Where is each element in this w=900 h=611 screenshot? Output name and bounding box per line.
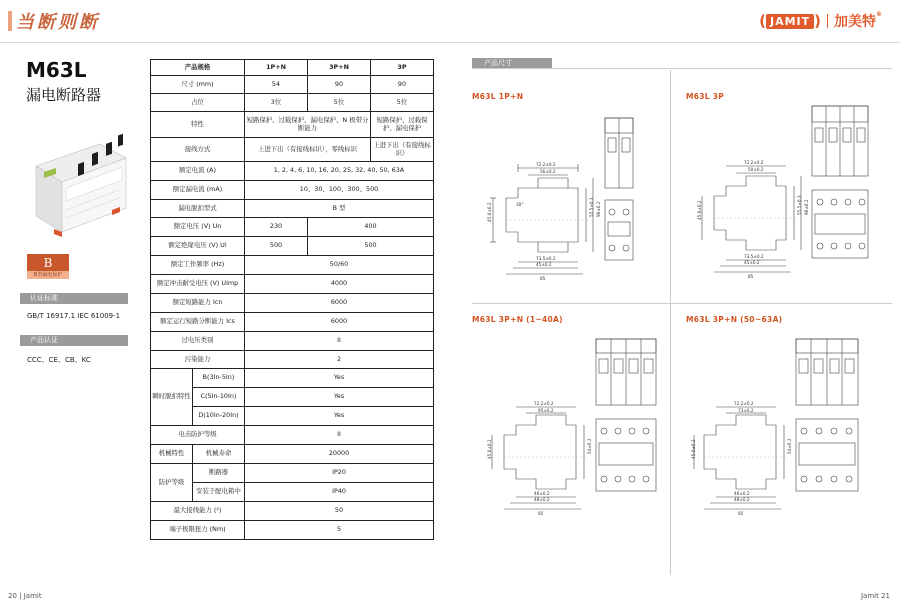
cell: II <box>245 426 434 445</box>
dim-label: 54±0.2 <box>587 438 592 454</box>
dim-label: 48±0.2 <box>734 497 750 502</box>
cell: Yes <box>245 369 434 388</box>
cell: IP20 <box>245 464 434 483</box>
dim-label: 73.5±0.2 <box>536 256 556 261</box>
sub-label: D(10In-20In) <box>193 407 245 426</box>
dim-label: 90±0.2 <box>596 201 601 217</box>
cell: 90 <box>308 76 371 94</box>
page-number-right: 21 <box>881 592 890 600</box>
row-label: 额定短路能力 Icn <box>151 294 245 313</box>
table-row <box>151 181 434 200</box>
slogan-accent-bar <box>8 11 12 31</box>
table-row <box>151 76 434 94</box>
row-label: 端子极限扭力 (Nm) <box>151 521 245 540</box>
dim-label: 55.5±0.3 <box>797 195 802 215</box>
row-label: 占位 <box>151 94 245 112</box>
cell: 4000 <box>245 275 434 294</box>
dim-label: 72.2±0.2 <box>536 162 556 167</box>
cell: 50/60 <box>245 256 434 275</box>
cell: 上进下出（有接线标识），零线标识 <box>245 138 371 162</box>
row-label: 额定绝缘电压 (V) Ui <box>151 237 245 256</box>
table-row <box>151 94 434 112</box>
dim-label: 45±0.2 <box>744 260 760 265</box>
quadrant-vertical-divider <box>670 70 671 575</box>
table-row <box>151 112 434 138</box>
dim-label: 45.0±0.2 <box>691 439 696 459</box>
table-header-row <box>151 60 434 76</box>
table-row <box>151 407 434 426</box>
page-number-left: 20 <box>8 592 17 600</box>
row-label: 额定漏电流 (mA) <box>151 181 245 200</box>
table-row <box>151 351 434 369</box>
row-label: 额定电流 (A) <box>151 162 245 181</box>
footer-brand-right: Jamit <box>860 592 879 600</box>
cell: 50 <box>245 502 434 521</box>
cell: 5位 <box>371 94 434 112</box>
row-label: 特性 <box>151 112 245 138</box>
table-row <box>151 200 434 218</box>
q1-label: M63L 1P+N <box>472 92 524 101</box>
cell: 5位 <box>308 94 371 112</box>
table-row <box>151 256 434 275</box>
row-label: 接线方式 <box>151 138 245 162</box>
dim-label: 56±0.2 <box>540 169 556 174</box>
dim-label: 54±0.2 <box>787 438 792 454</box>
cell: 1, 2, 4, 6, 10, 16, 20, 25, 32, 40, 50, 63A <box>245 162 434 181</box>
b-type-badge <box>27 254 69 279</box>
model-title: M63L <box>26 58 87 82</box>
cell: IP40 <box>245 483 434 502</box>
cell: 10、30、100、300、500 <box>245 181 434 200</box>
header-3pn: 3P+N <box>308 60 371 76</box>
badge-letter: B <box>27 254 69 271</box>
brand-logo <box>759 11 882 31</box>
q4-label: M63L 3P+N (50~63A) <box>686 315 783 324</box>
dim-label: 95±0.2 <box>538 408 554 413</box>
footer-brand-left: Jamit <box>23 592 42 600</box>
table-row <box>151 502 434 521</box>
row-label: 额定工作频率 (Hz) <box>151 256 245 275</box>
row-group-label: 机械特性 <box>151 445 193 464</box>
dim-label: 73±0.2 <box>738 408 754 413</box>
model-subtitle: 漏电断路器 <box>26 86 102 104</box>
dim-label: 45±0.2 <box>536 262 552 267</box>
cell: 500 <box>308 237 434 256</box>
q3-dimension-drawing <box>478 335 663 520</box>
row-label: 过电压类别 <box>151 332 245 351</box>
breaker-product-image <box>26 128 138 240</box>
q2-dimension-drawing <box>690 100 895 290</box>
table-row <box>151 218 434 237</box>
dim-label: 85 <box>540 276 546 281</box>
table-row <box>151 464 434 483</box>
q4-dimension-drawing <box>690 335 895 520</box>
sub-label: B(3In-5In) <box>193 369 245 388</box>
table-row <box>151 483 434 502</box>
cell: 3位 <box>245 94 308 112</box>
table-row <box>151 313 434 332</box>
dim-label: 46±0.2 <box>534 491 550 496</box>
q1-dimension-drawing <box>478 110 663 290</box>
sub-label: C(5In-10In) <box>193 388 245 407</box>
q2-label: M63L 3P <box>686 92 725 101</box>
spec-table <box>150 59 434 540</box>
sub-label: 安装于配电箱中 <box>193 483 245 502</box>
header-1pn: 1P+N <box>245 60 308 76</box>
row-group-label: 防护等级 <box>151 464 193 502</box>
q3-label: M63L 3P+N (1~40A) <box>472 315 563 324</box>
cert-standards: GB/T 16917.1 IEC 61009-1 <box>27 312 121 320</box>
dim-label: 30° <box>516 202 524 207</box>
sub-label: 断路器 <box>193 464 245 483</box>
table-row <box>151 332 434 351</box>
row-label: 尺寸 (mm) <box>151 76 245 94</box>
dimensions-section-label: 产品尺寸 <box>472 58 552 69</box>
approval-section-label: 产品认证 <box>20 335 128 346</box>
row-label: 污染能力 <box>151 351 245 369</box>
dim-label: 46±0.2 <box>734 491 750 496</box>
cell: 230 <box>245 218 308 237</box>
row-label: 额定冲击耐受电压 (V) Uimp <box>151 275 245 294</box>
dim-label: 72.2±0.2 <box>534 401 554 406</box>
table-row <box>151 294 434 313</box>
table-row <box>151 426 434 445</box>
dim-label: 90±0.2 <box>804 199 809 215</box>
brand-mark-text: JAMIT <box>766 14 814 29</box>
dim-label: 48±0.2 <box>534 497 550 502</box>
table-row <box>151 237 434 256</box>
cert-section-label: 认证标准 <box>20 293 128 304</box>
header-rule <box>0 42 900 43</box>
dim-label: 50±0.2 <box>748 167 764 172</box>
slogan <box>8 8 100 34</box>
dim-label: 85 <box>738 511 744 516</box>
sub-label: 机械寿命 <box>193 445 245 464</box>
dim-label: 72.2±0.2 <box>734 401 754 406</box>
cell: B 型 <box>245 200 434 218</box>
quadrant-horizontal-divider <box>472 303 892 304</box>
cell: 54 <box>245 76 308 94</box>
dim-label: 45.0±0.2 <box>487 202 492 222</box>
slogan-text: 当断则断 <box>16 12 100 33</box>
cell: 6000 <box>245 313 434 332</box>
badge-caption: B型漏电保护 <box>33 272 63 278</box>
dim-label: 55.5±0.3 <box>589 197 594 217</box>
dimensions-rule <box>472 68 892 69</box>
cell: 5 <box>245 521 434 540</box>
row-label: 漏电脱扣型式 <box>151 200 245 218</box>
table-row <box>151 275 434 294</box>
registered-mark: ® <box>876 11 882 18</box>
cell: 20000 <box>245 445 434 464</box>
table-row <box>151 138 434 162</box>
cell: 短路保护、过载保护、漏电保护、N 极带分断能力 <box>245 112 371 138</box>
cell: 上进下出（有接线标识） <box>371 138 434 162</box>
cell: 90 <box>371 76 434 94</box>
brand-cn: 加美特® <box>834 11 882 30</box>
brand-mark: ( JAMIT ) <box>759 12 821 30</box>
row-group-label: 瞬时脱扣特性 <box>151 369 193 426</box>
table-row <box>151 521 434 540</box>
dim-label: 73.5±0.2 <box>744 254 764 259</box>
cell: 400 <box>308 218 434 237</box>
cell: Yes <box>245 407 434 426</box>
dim-label: 45.0±0.2 <box>697 200 702 220</box>
cell: 2 <box>245 351 434 369</box>
header-3p: 3P <box>371 60 434 76</box>
footer-right <box>861 592 890 600</box>
row-label: 额定电压 (V) Un <box>151 218 245 237</box>
cell: 500 <box>245 237 308 256</box>
table-row <box>151 369 434 388</box>
header-spec: 产品规格 <box>151 60 245 76</box>
row-label: 最大接线能力 (²) <box>151 502 245 521</box>
dim-label: 72.2±0.2 <box>744 160 764 165</box>
footer-left: 20 | Jamit <box>8 592 42 600</box>
row-label: 额定运行短路分断能力 Ics <box>151 313 245 332</box>
table-row <box>151 388 434 407</box>
brand-separator <box>827 14 828 28</box>
cell: 短路保护、过载保护、漏电保护 <box>371 112 434 138</box>
cell: II <box>245 332 434 351</box>
approval-list: CCC、CE、CB、KC <box>27 356 91 364</box>
dim-label: 45.0±0.2 <box>487 439 492 459</box>
table-row <box>151 162 434 181</box>
dim-label: 85 <box>748 274 754 279</box>
row-label: 电击防护等级 <box>151 426 245 445</box>
table-row <box>151 445 434 464</box>
cell: Yes <box>245 388 434 407</box>
dim-label: 85 <box>538 511 544 516</box>
cell: 6000 <box>245 294 434 313</box>
